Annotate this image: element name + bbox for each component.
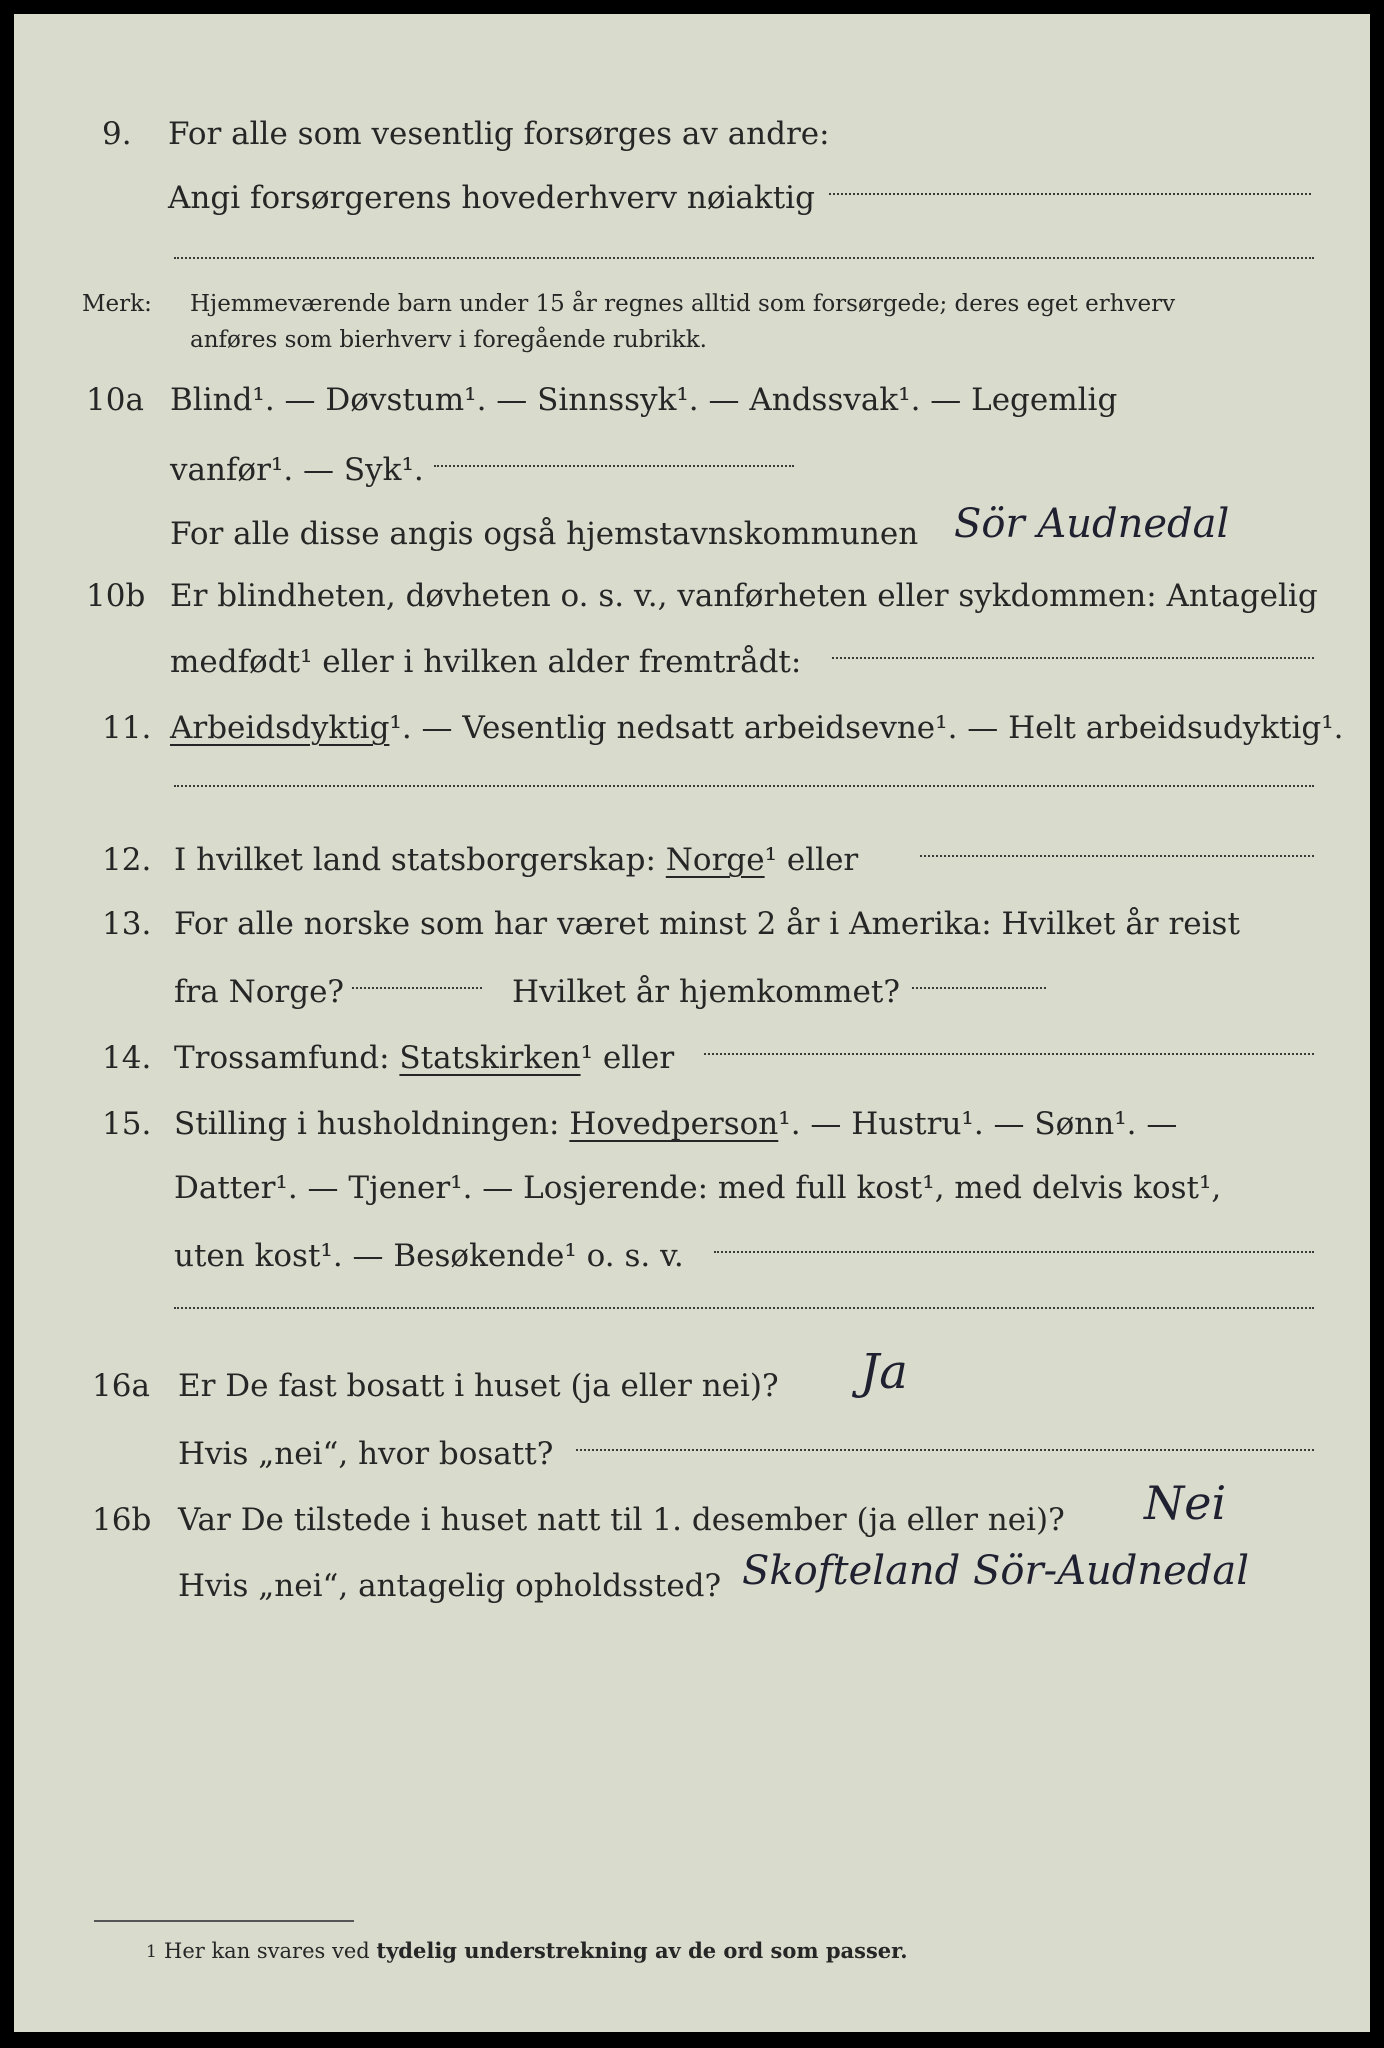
q12-number: 12.: [102, 842, 152, 878]
q16a-number: 16a: [92, 1368, 150, 1404]
q16b-text-2: Hvis „nei“, antagelig opholdssted?: [178, 1568, 722, 1604]
q9-text: For alle som vesentlig forsørges av andre:: [168, 116, 830, 152]
q14-statskirken-underlined: Statskirken: [399, 1040, 581, 1076]
q12-post: ¹ eller: [764, 842, 859, 878]
q16b-text: Var De tilstede i huset natt til 1. desember (ja eller nei)?: [178, 1502, 1065, 1538]
q9-number: 9.: [102, 116, 132, 152]
q13-return-label: Hvilket år hjemkommet?: [512, 974, 900, 1010]
footnote-mark: 1: [146, 1942, 157, 1962]
q9-provider-occupation-label: Angi forsørgerens hovederhverv nøiaktig: [168, 180, 815, 216]
footnote-text: [164, 1938, 908, 1963]
q15-hovedperson-underlined: Hovedperson: [569, 1106, 779, 1142]
q16a-text: Er De fast bosatt i huset (ja eller nei)?: [178, 1368, 779, 1404]
q16a-answer-line[interactable]: [576, 1449, 1314, 1451]
q9-answer-line[interactable]: [829, 193, 1311, 195]
q11-answer-line[interactable]: [174, 785, 1314, 787]
q14-post: ¹ eller: [580, 1040, 675, 1076]
q15-number: 15.: [102, 1106, 152, 1142]
census-form-page: [14, 14, 1370, 2032]
q14-text: [174, 1032, 674, 1084]
q12-pre: I hvilket land statsborgerskap:: [174, 842, 656, 878]
q10b-text: Er blindheten, døvheten o. s. v., vanførheten eller sykdommen: Antagelig: [170, 578, 1318, 614]
q15-pre: Stilling i husholdningen:: [174, 1106, 560, 1142]
q15-text-3: uten kost¹. — Besøkende¹ o. s. v.: [174, 1238, 684, 1274]
q10b-text-2: medfødt¹ eller i hvilken alder fremtrådt:: [170, 644, 802, 680]
merk-text-2: anføres som bierhverv i foregående rubrikk.: [190, 327, 707, 353]
footnote-text-bold: tydelig understrekning av de ord som passer.: [376, 1938, 908, 1963]
q16b-handwritten-answer: Nei: [1144, 1476, 1227, 1530]
q14-pre: Trossamfund:: [174, 1040, 390, 1076]
q15-answer-line[interactable]: [714, 1251, 1314, 1253]
q12-norge-underlined: Norge: [665, 842, 765, 878]
q15-post: ¹. — Hustru¹. — Sønn¹. —: [778, 1106, 1178, 1142]
q16a-text-2: Hvis „nei“, hvor bosatt?: [178, 1436, 554, 1472]
q12-answer-line[interactable]: [920, 855, 1314, 857]
q13-departure-label: fra Norge?: [174, 974, 345, 1010]
q10a-disabilities: Blind¹. — Døvstum¹. — Sinnssyk¹. — Andssvak¹. — Legemlig: [170, 382, 1118, 418]
q10a-number: 10a: [86, 382, 144, 418]
q10a-home-municipality-label: For alle disse angis også hjemstavnskommunen: [170, 516, 919, 552]
q16b-handwritten-place: Skofteland Sör-Audnedal: [742, 1548, 1250, 1594]
q15-answer-line-2[interactable]: [174, 1307, 1314, 1309]
q13-text: For alle norske som har været minst 2 år i Amerika: Hvilket år reist: [174, 906, 1240, 942]
q11-rest: ¹. — Vesentlig nedsatt arbeidsevne¹. — Helt arbeidsudyktig¹.: [389, 710, 1344, 746]
q10a-handwritten-municipality: Sör Audnedal: [954, 501, 1230, 547]
footnote-text-pre: Her kan svares ved: [164, 1939, 370, 1963]
q16a-handwritten-answer: Ja: [860, 1344, 908, 1400]
q13-departure-year-line[interactable]: [352, 987, 482, 989]
q11-arbeidsdyktig-underlined: Arbeidsdyktig: [170, 710, 390, 746]
merk-label: Merk:: [82, 291, 152, 317]
q14-answer-line[interactable]: [704, 1053, 1314, 1055]
q12-text: [174, 834, 858, 886]
q10b-number: 10b: [86, 578, 146, 614]
q13-number: 13.: [102, 906, 152, 942]
q10a-answer-line[interactable]: [434, 465, 794, 467]
q15-text-2: Datter¹. — Tjener¹. — Losjerende: med full kost¹, med delvis kost¹,: [174, 1170, 1222, 1206]
q9-answer-line-2[interactable]: [174, 257, 1314, 259]
q11-text: [170, 702, 1344, 754]
q13-return-year-line[interactable]: [912, 987, 1046, 989]
q10b-answer-line[interactable]: [832, 657, 1314, 659]
footnote-divider: [94, 1920, 354, 1922]
q11-number: 11.: [102, 710, 152, 746]
q15-text: [174, 1098, 1177, 1150]
q14-number: 14.: [102, 1040, 152, 1076]
q10a-disabilities-2: vanfør¹. — Syk¹.: [170, 452, 424, 488]
q16b-number: 16b: [92, 1502, 152, 1538]
merk-text-1: Hjemmeværende barn under 15 år regnes alltid som forsørgede; deres eget erhverv: [190, 291, 1176, 317]
